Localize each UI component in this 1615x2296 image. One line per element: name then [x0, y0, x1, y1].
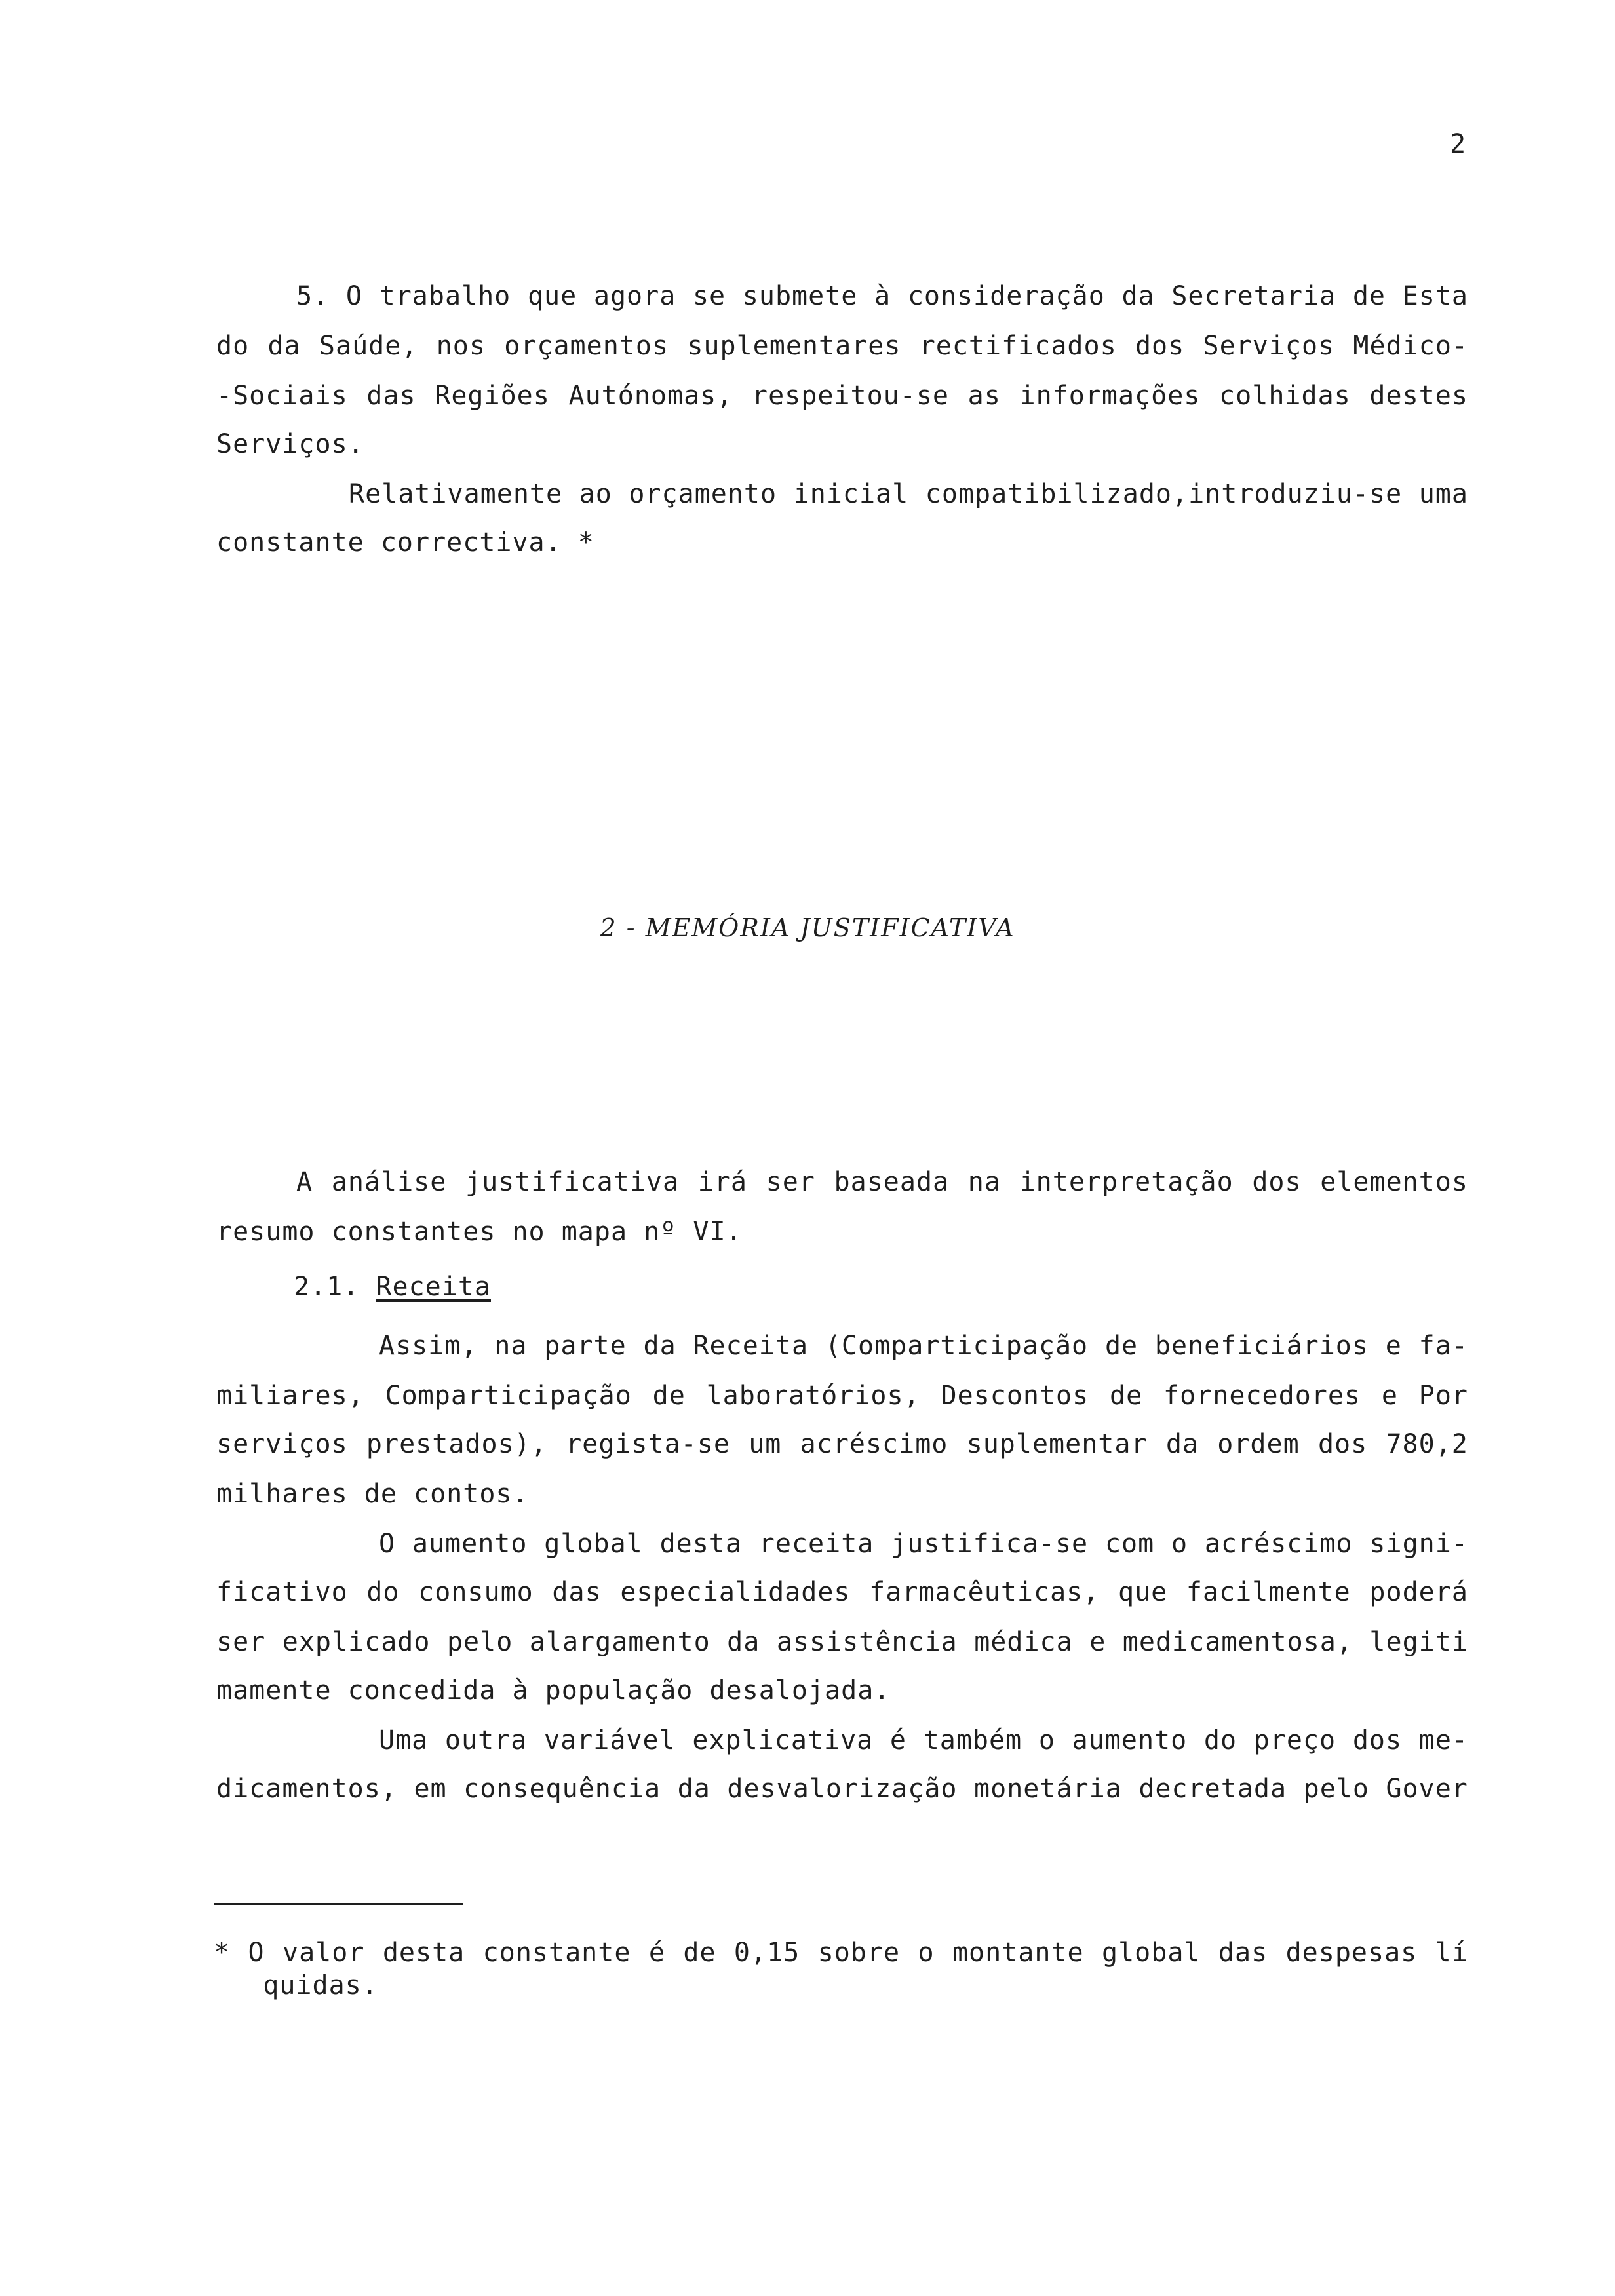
subsection-heading — [294, 1271, 491, 1303]
text-line: mamente concedida à população desalojada. — [216, 1675, 891, 1706]
text-line: ser explicado pelo alargamento da assistência médica e medicamentosa, legiti — [216, 1627, 1468, 1657]
subsection-title: Receita — [376, 1272, 491, 1302]
text-line: milhares de contos. — [216, 1479, 529, 1509]
section-heading: 2 - MEMÓRIA JUSTIFICATIVA — [600, 913, 1015, 942]
text-line: A análise justificativa irá ser baseada na interpretação dos elementos — [296, 1167, 1468, 1197]
footnote-divider — [214, 1903, 463, 1905]
page-number: 2 — [1450, 129, 1466, 159]
text-line: dicamentos, em consequência da desvalorização monetária decretada pelo Gover — [216, 1774, 1468, 1804]
text-line: Assim, na parte da Receita (Comparticipação de beneficiários e fa- — [379, 1331, 1468, 1361]
text-line: 5. O trabalho que agora se submete à consideração da Secretaria de Esta — [296, 281, 1468, 311]
text-line: Relativamente ao orçamento inicial compatibilizado,introduziu-se uma — [349, 479, 1468, 509]
footnote-line: * O valor desta constante é de 0,15 sobre o montante global das despesas lí — [214, 1938, 1468, 1968]
text-line: constante correctiva. * — [216, 527, 594, 558]
text-line: Serviços. — [216, 429, 364, 459]
text-line: do da Saúde, nos orçamentos suplementares rectificados dos Serviços Médico- — [216, 331, 1468, 361]
text-line: ficativo do consumo das especialidades farmacêuticas, que facilmente poderá — [216, 1577, 1468, 1607]
text-line: serviços prestados), regista-se um acréscimo suplementar da ordem dos 780,2 — [216, 1429, 1468, 1459]
text-line: -Sociais das Regiões Autónomas, respeitou-se as informações colhidas destes — [216, 381, 1468, 411]
text-line: miliares, Comparticipação de laboratórios, Descontos de fornecedores e Por — [216, 1381, 1468, 1411]
text-line: Uma outra variável explicativa é também o aumento do preço dos me- — [379, 1725, 1468, 1755]
text-line: O aumento global desta receita justifica-se com o acréscimo signi- — [379, 1529, 1468, 1559]
text-line: resumo constantes no mapa nº VI. — [216, 1217, 743, 1247]
subsection-number: 2.1. — [294, 1272, 360, 1302]
footnote-line: quidas. — [214, 1970, 378, 2000]
